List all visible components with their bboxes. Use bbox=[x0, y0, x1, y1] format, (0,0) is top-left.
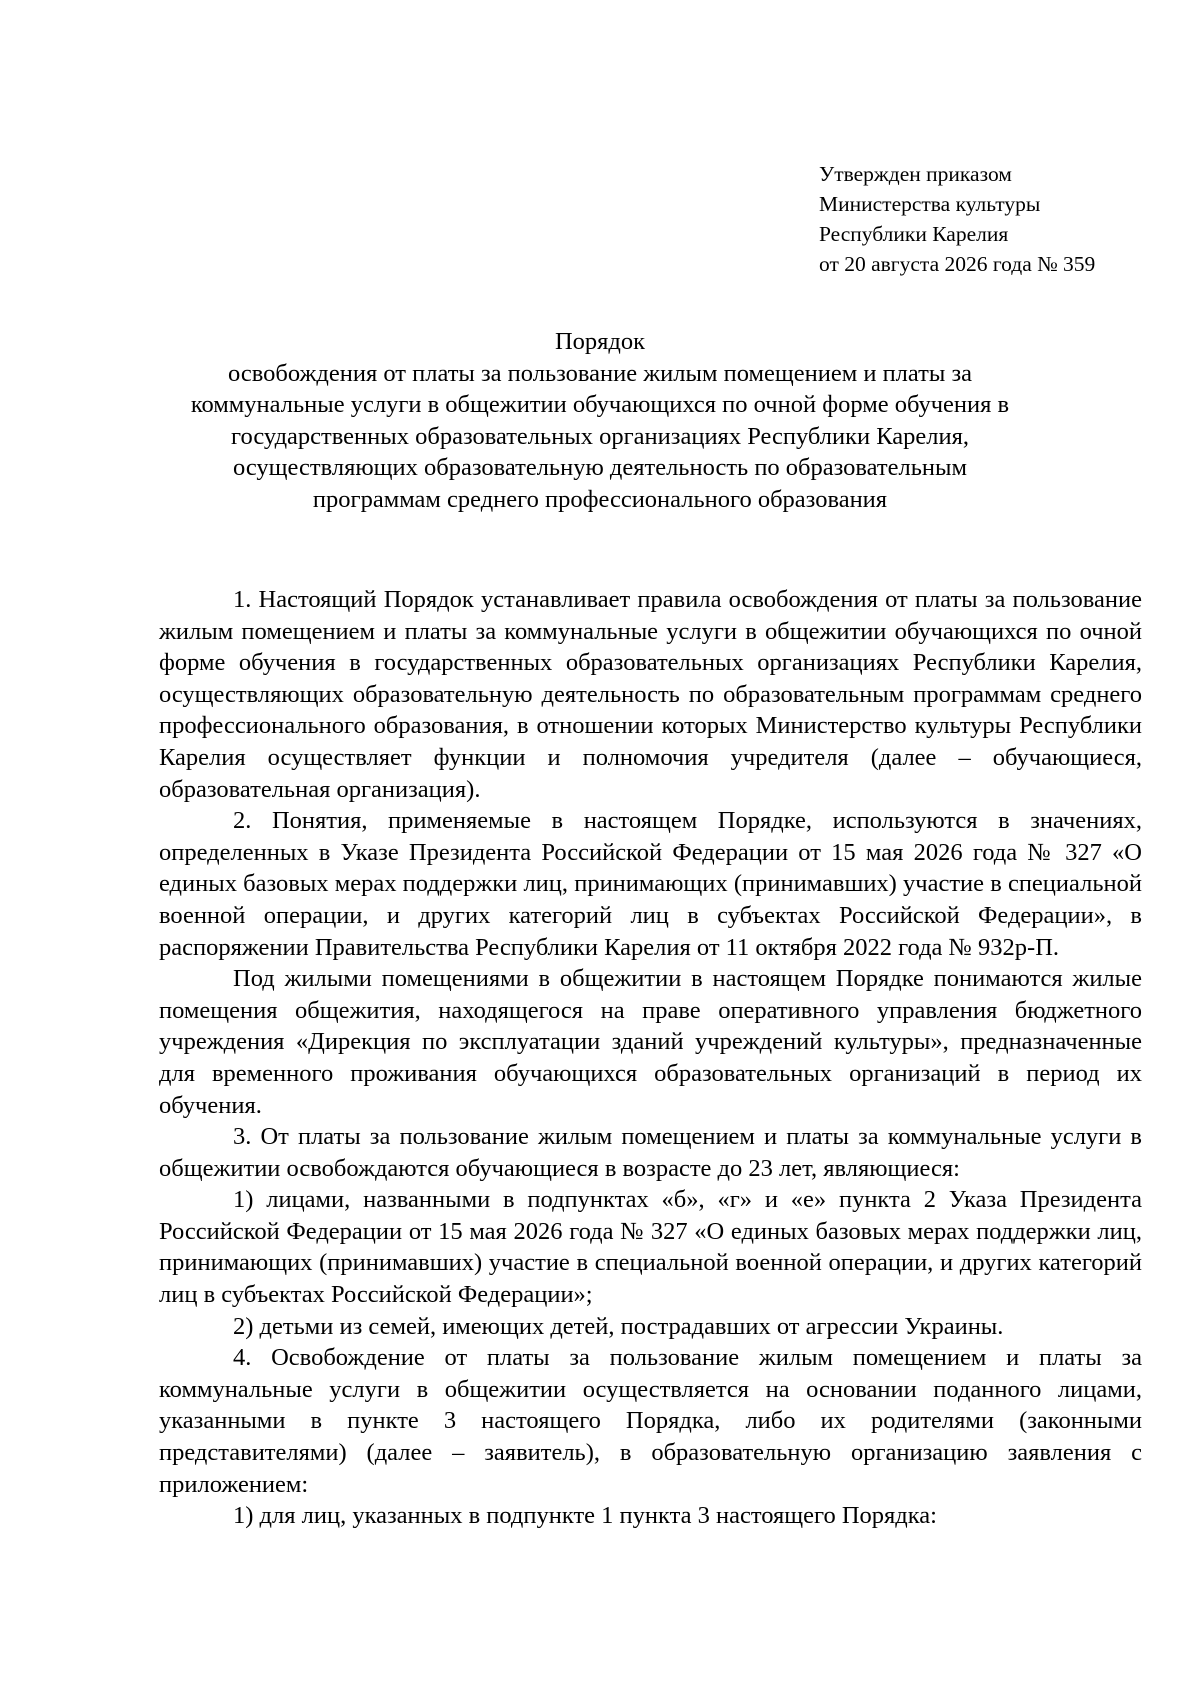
title-line-2: коммунальные услуги в общежитии обучающихся по очной форме обучения в bbox=[190, 391, 1010, 418]
title-line-4: осуществляющих образовательную деятельность по образовательным bbox=[233, 454, 967, 481]
title-line-3: государственных образовательных организациях Республики Карелия, bbox=[231, 422, 969, 450]
title-heading: Порядок bbox=[554, 328, 646, 355]
paragraph-3-item-2: 2) детьми из семей, имеющих детей, пострадавших от агрессии Украины. bbox=[233, 1312, 1004, 1340]
paragraph-1: 1. Настоящий Порядок устанавливает правила освобождения от платы за пользование жилым помещением и платы за коммунальные услуги в общежитии обучающихся по очной форме обучения в государственных образовательных организациях Республики Карелия, осуществляющих образовательную деятельность по образовательным программам среднего профессионального образования, в отношении которых Министерство культуры Республики Карелия осуществляет функции и полномочия учредителя (далее – обучающиеся, образовательная организация). bbox=[159, 586, 1142, 803]
approval-line-3: Республики Карелия bbox=[819, 222, 1009, 246]
approval-line-1: Утвержден приказом bbox=[819, 162, 1012, 186]
paragraph-4-item-1: 1) для лиц, указанных в подпункте 1 пункта 3 настоящего Порядка: bbox=[233, 1502, 937, 1530]
document-title bbox=[150, 326, 1050, 515]
paragraph-2: 2. Понятия, применяемые в настоящем Порядке, используются в значениях, определенных в Указе Президента Российской Федерации от 15 мая 2026 года № 327 «О единых базовых мерах поддержки лиц, принимающих (принимавших) участие в специальной военной операции, и других категорий лиц в субъектах Российской Федерации», в распоряжении Правительства Республики Карелия от 11 октября 2022 года № 932р-П. bbox=[159, 807, 1142, 961]
paragraph-4: 4. Освобождение от платы за пользование жилым помещением и платы за коммунальные услуги в общежитии осуществляется на основании поданного лицами, указанными в пункте 3 настоящего Порядка, либо их родителями (законными представителями) (далее – заявитель), в образовательную организацию заявления с приложением: bbox=[159, 1344, 1142, 1498]
paragraph-3-item-1: 1) лицами, названными в подпунктах «б», «г» и «е» пункта 2 Указа Президента Российской Федерации от 15 мая 2026 года № 327 «О единых базовых мерах поддержки лиц, принимающих (принимавших) участие в специальной военной операции, и других категорий лиц в субъектах Российской Федерации»; bbox=[159, 1186, 1142, 1309]
approval-line-4: от 20 августа 2026 года № 359 bbox=[819, 252, 1096, 276]
approval-stamp bbox=[819, 159, 1095, 279]
title-line-5: программам среднего профессионального образования bbox=[312, 485, 888, 513]
document-body bbox=[159, 584, 1142, 1532]
title-line-1: освобождения от платы за пользование жилым помещением и платы за bbox=[228, 359, 972, 387]
paragraph-2-definition: Под жилыми помещениями в общежитии в настоящем Порядке понимаются жилые помещения общежития, находящегося на праве оперативного управления бюджетного учреждения «Дирекция по эксплуатации зданий учреждений культуры», предназначенные для временного проживания обучающихся образовательных организаций в период их обучения. bbox=[159, 965, 1142, 1119]
paragraph-3: 3. От платы за пользование жилым помещением и платы за коммунальные услуги в общежитии освобождаются обучающиеся в возрасте до 23 лет, являющиеся: bbox=[159, 1123, 1142, 1182]
approval-line-2: Министерства культуры bbox=[819, 192, 1041, 216]
